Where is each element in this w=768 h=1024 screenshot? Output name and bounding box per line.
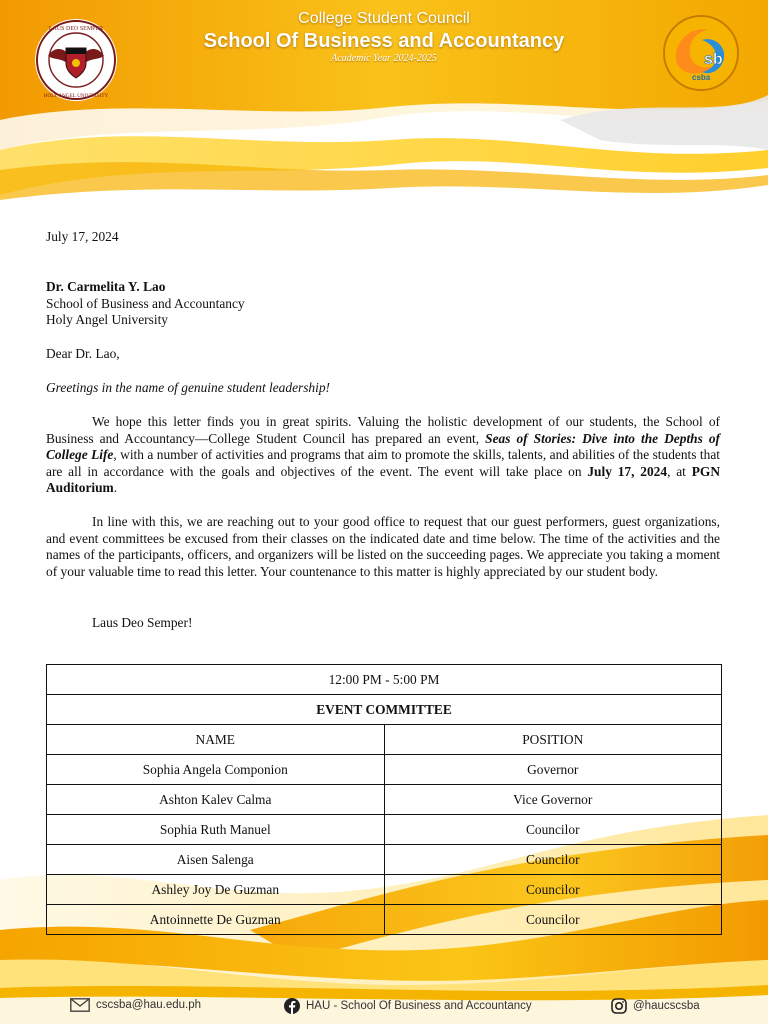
member-name: Sophia Ruth Manuel [47, 815, 385, 845]
column-header-position: POSITION [384, 725, 722, 755]
svg-text:csba: csba [692, 73, 711, 82]
event-name: Seas of Stories: Dive into the Depths of College Life [46, 430, 721, 463]
academic-year: Academic Year 2024-2025 [331, 53, 437, 64]
table-title: EVENT COMMITTEE [47, 695, 722, 725]
member-name: Ashley Joy De Guzman [47, 875, 385, 905]
recipient-block [46, 279, 720, 329]
member-name: Antoinnette De Guzman [47, 905, 385, 935]
member-position: Councilor [384, 905, 722, 935]
member-position: Vice Governor [384, 785, 722, 815]
event-date: July 17, 2024 [587, 463, 668, 479]
table-row [47, 905, 722, 935]
footer-email[interactable] [70, 998, 201, 1012]
event-committee-table [46, 664, 722, 935]
facebook-icon [284, 998, 300, 1014]
facebook-page: HAU - School Of Business and Accountancy [306, 1000, 532, 1012]
event-time: 12:00 PM - 5:00 PM [47, 665, 722, 695]
event-venue: PGN Auditorium [46, 463, 720, 496]
member-position: Councilor [384, 875, 722, 905]
greeting: Greetings in the name of genuine student leadership! [46, 380, 331, 395]
envelope-icon [70, 998, 90, 1012]
svg-text:sb: sb [704, 51, 723, 68]
p1-text-c: , at [667, 463, 692, 479]
p1-text-b: , with a number of activities and programs that aim to promote the skills, talents, and abilities of the students that are all in accordance with the goals and objectives of the event. The event will take place on [46, 447, 720, 479]
closing: Laus Deo Semper! [92, 615, 193, 630]
recipient-name: Dr. Carmelita Y. Lao [46, 279, 166, 294]
footer-instagram[interactable] [611, 998, 700, 1014]
recipient-department: School of Business and Accountancy [46, 295, 245, 311]
council-name: College Student Council [298, 10, 470, 27]
letter-footer [0, 990, 768, 1020]
recipient-organization: Holy Angel University [46, 312, 168, 328]
p1-text-a: We hope this letter finds you in great spirits. Valuing the holistic development of our students, the School of Business and Accountancy—College Student Council has prepared an event, [46, 414, 720, 446]
letterhead [0, 8, 768, 66]
instagram-icon [611, 998, 627, 1014]
svg-text:LAUS DEO SEMPER: LAUS DEO SEMPER [48, 26, 104, 32]
table-row [47, 845, 722, 875]
member-position: Governor [384, 755, 722, 785]
table-title-row [47, 695, 722, 725]
p1-text-d: . [113, 480, 118, 496]
column-header-name: NAME [47, 725, 385, 755]
email-address: cscsba@hau.edu.ph [96, 999, 202, 1011]
instagram-handle: @haucscsba [633, 1000, 700, 1012]
table-header-row [47, 725, 722, 755]
footer-facebook[interactable] [284, 998, 532, 1014]
letter-date: July 17, 2024 [46, 229, 119, 244]
paragraph-1 [46, 414, 720, 497]
salutation: Dear Dr. Lao, [46, 346, 120, 361]
table-row [47, 875, 722, 905]
paragraph-2: In line with this, we are reaching out to your good office to request that our guest performers, guest organizations, and event committees be excused from their classes on the indicated date and time below. The time of the activities and the names of the participants, officers, and organizers will be listed on the succeeding pages. We appreciate you taking a moment of your valuable time to read this letter. Your countenance to this matter is highly appreciated by our student body. [46, 514, 720, 579]
table-time-row [47, 665, 722, 695]
table-row [47, 755, 722, 785]
member-position: Councilor [384, 815, 722, 845]
school-name: School Of Business and Accountancy [203, 30, 565, 52]
table-row [47, 785, 722, 815]
member-name: Sophia Angela Componion [47, 755, 385, 785]
member-name: Ashton Kalev Calma [47, 785, 385, 815]
svg-text:HOLY ANGEL UNIVERSITY: HOLY ANGEL UNIVERSITY [43, 93, 109, 99]
member-name: Aisen Salenga [47, 845, 385, 875]
member-position: Councilor [384, 845, 722, 875]
table-row [47, 815, 722, 845]
